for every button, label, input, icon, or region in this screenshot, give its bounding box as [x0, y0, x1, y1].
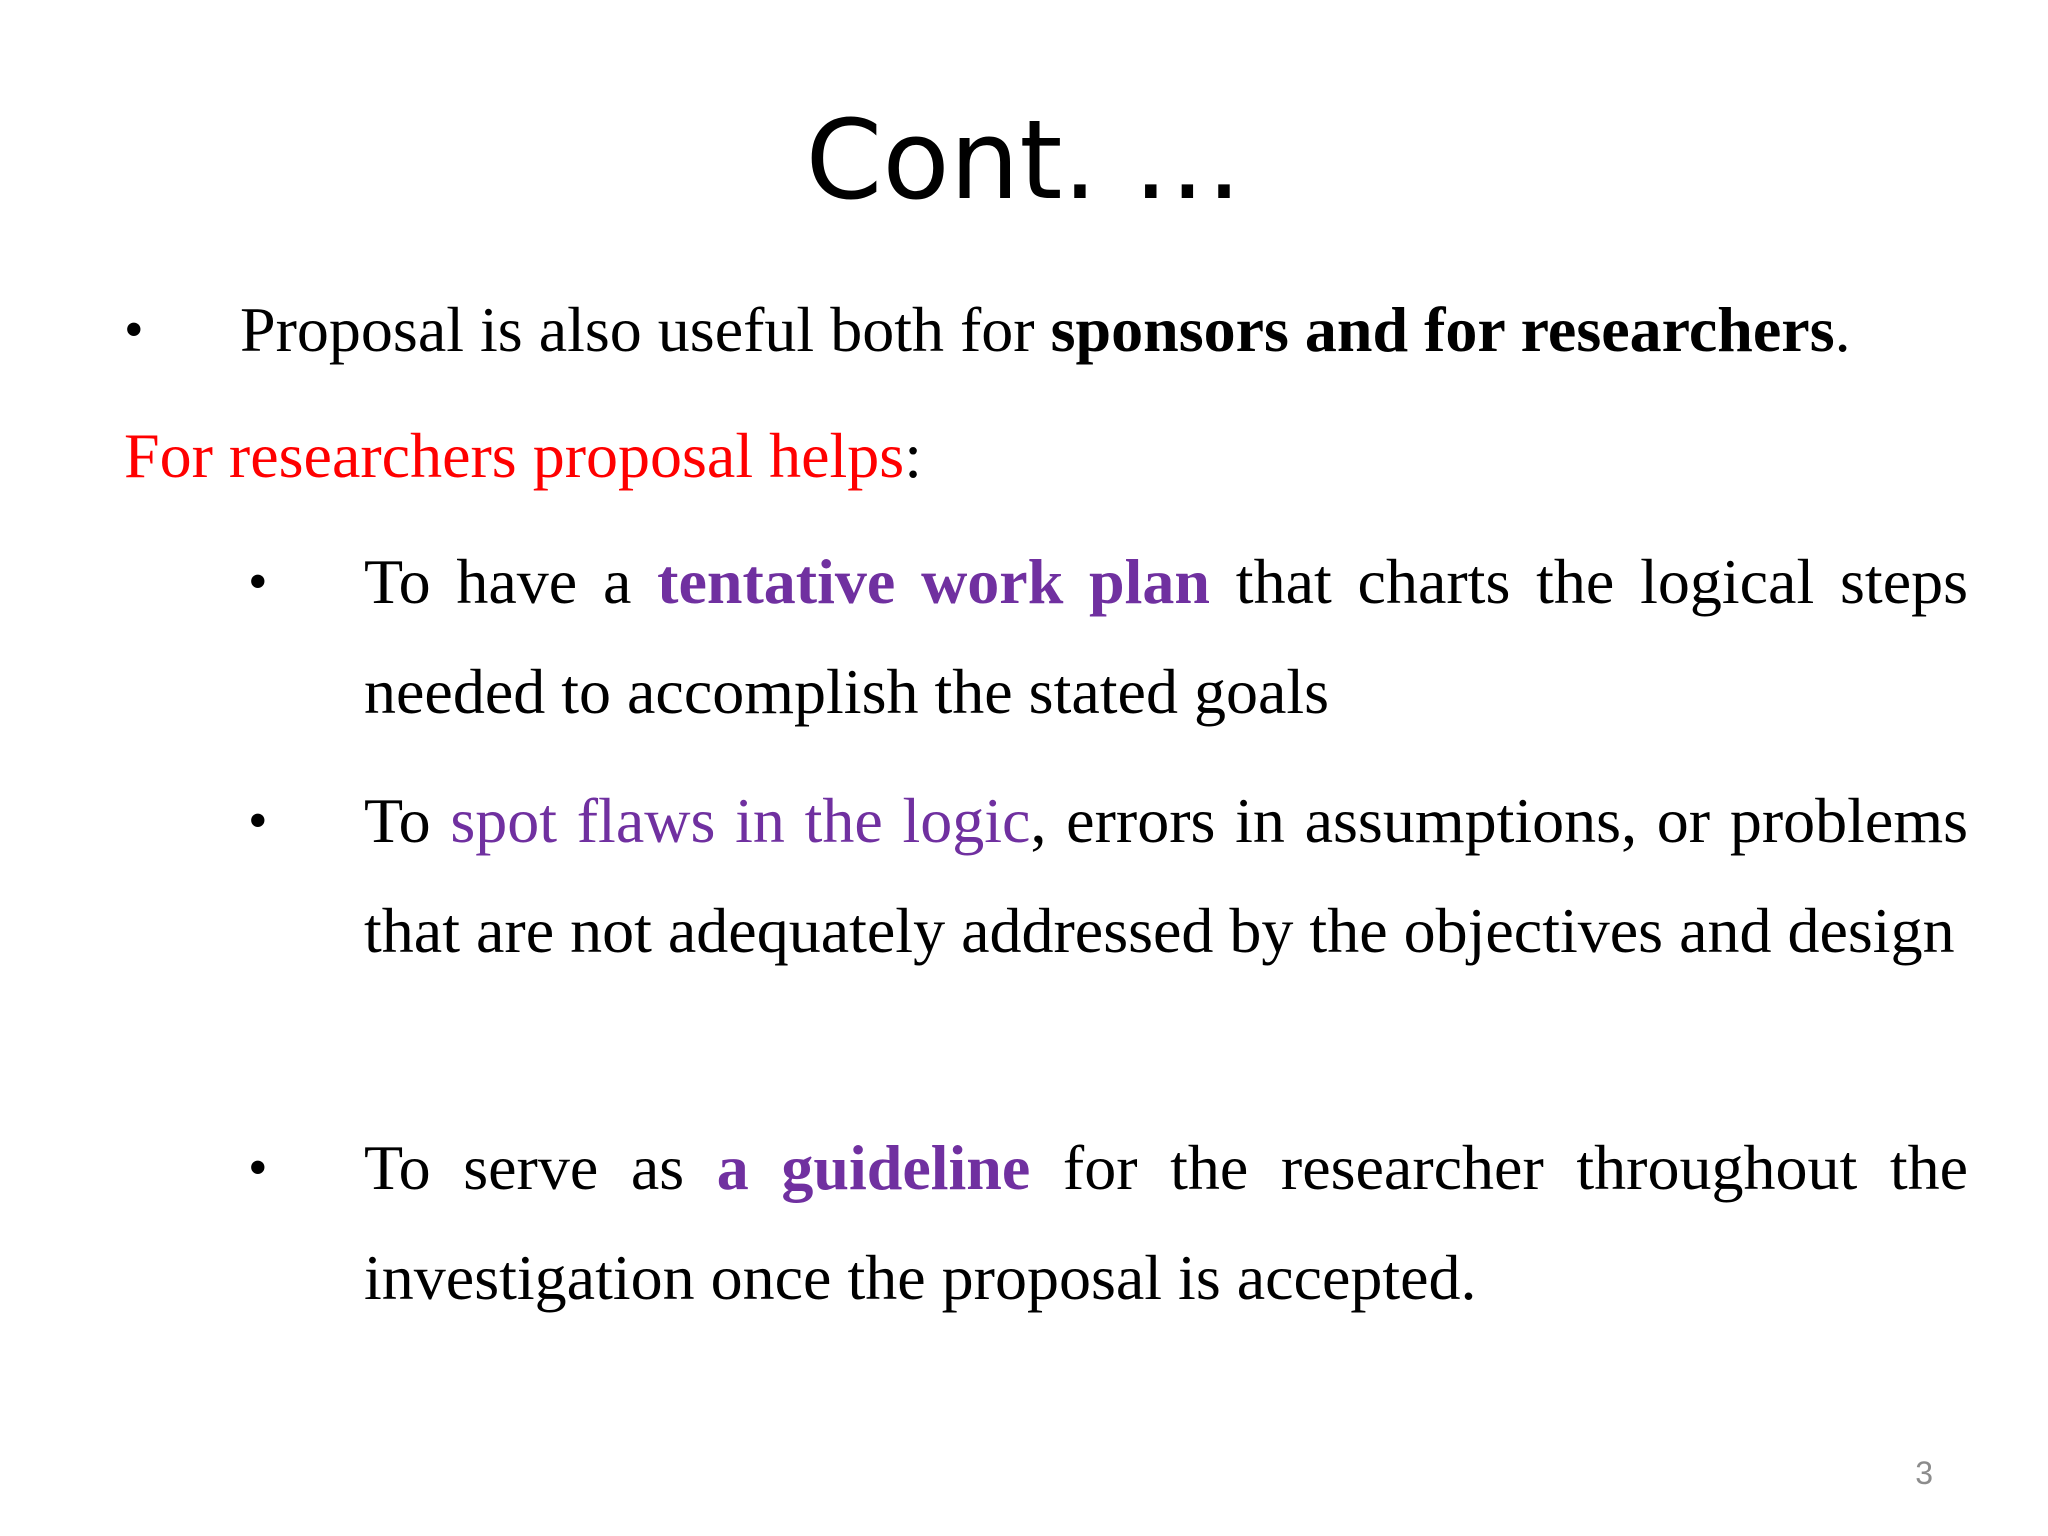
list-item-text [364, 766, 1968, 986]
slide-title: Cont. … [805, 96, 1243, 224]
bullet-icon: • [248, 551, 268, 613]
list-item-text [364, 1113, 1968, 1333]
heading-text: For researchers proposal helps [124, 420, 905, 491]
intro-suffix: . [1834, 294, 1851, 365]
bullet-icon: • [124, 299, 144, 361]
item-prefix: To have a [364, 546, 658, 617]
item-suffix: that charts the logical steps needed to accomplish the stated goals [364, 546, 1969, 727]
item-suffix: , errors in assumptions, or problems that are not adequately addressed by the objectives and design [364, 785, 1969, 966]
bullet-icon: • [248, 1137, 268, 1199]
intro-emphasis: sponsors and for researchers [1050, 294, 1835, 365]
bullet-icon: • [248, 790, 268, 852]
item-emphasis: tentative work plan [657, 546, 1211, 617]
page-number: 3 [1915, 1455, 1933, 1491]
researchers-heading [124, 416, 922, 496]
item-emphasis: spot flaws in the logic [450, 785, 1031, 856]
list-item-text [364, 527, 1968, 747]
item-emphasis: a guideline [716, 1132, 1031, 1203]
intro-prefix: Proposal is also useful both for [240, 294, 1051, 365]
item-prefix: To [364, 785, 451, 856]
item-suffix: for the researcher throughout the investigation once the proposal is accepted. [364, 1132, 1968, 1313]
intro-text [240, 290, 1851, 370]
heading-colon: : [904, 420, 922, 491]
item-prefix: To serve as [364, 1132, 717, 1203]
